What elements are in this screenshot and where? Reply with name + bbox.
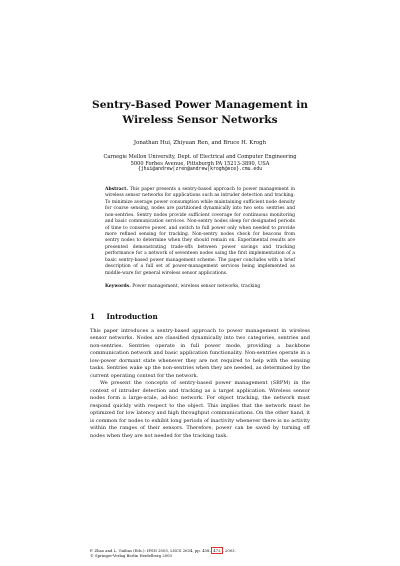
abstract-text: This paper presents a sentry-based approach to power management in wireless sensor networks for applications such as intruder detection and tracking. To minimize average power consumption while maintaining sufficient node density for coarse sensing, nodes are partitioned dynamically into two sets: sentries and non-sentries. Sentry nodes provide sufficient coverage for continuous monitoring and basic communication services. Non-sentry nodes sleep for designated periods of time to conserve power, and switch to full power only when needed to provide more refined sensing for tracking. Non-sentry nodes check for beacons from sentry nodes to determine when they should remain on. Experimental results are presented demonstrating trade-offs between power savings and tracking performance for a network of seventeen nodes using the first implementation of a basic sentry-based power management scheme. The paper concludes with a brief description of a full set of power-management services being implemented as middle-ware for general wireless sensor applications. [105,186,295,276]
abstract [105,187,295,277]
paper-title: Sentry-Based Power Management in Wireless Sensor Networks [92,99,308,126]
affiliation-institution: Carnegie Mellon University, Dept. of Electrical and Computer Engineering [103,154,297,160]
citation-text: F. Zhao and L. Guibas (Eds.): IPSN 2003, LNCS 2634, pp. 458– [90,548,212,553]
keywords-text: Power management, wireless sensor networks, tracking [132,284,261,290]
affiliation-address: 5000 Forbes Avenue, Pittsburgh PA 15213-3890, USA [130,160,270,167]
page-footer [90,548,310,558]
keywords [105,284,295,290]
citation-year: , 2003. [222,548,236,553]
section-heading [90,312,310,322]
page-link[interactable]: 472 [213,548,221,553]
section-body [90,328,310,441]
section-title: Introduction [106,311,158,321]
affiliation [90,154,310,174]
paragraph: This paper introduces a sentry-based approach to power management in wireless sensor networks. Nodes are classified dynamically into two categories, sentries and non-sentries. Sentries operate in full power mode, providing a backbone communication network and basic application functionality. Non-sentries operate in a low-power dormant state whenever they are not required to help with the sensing tasks. Sentries wake up the non-sentries when they are needed, as determined by the current operating context for the network. [90,327,310,379]
paragraph: We present the concepts of sentry-based power management (SBPM) in the context of intruder detection and tracking as a target application. Wireless sensor nodes form a large-scale, ad-hoc network. For object tracking, the network must respond quickly with respect to the object. This implies that the network must be optimized for low latency and high throughput communications. On the other hand, it is common for nodes to exhibit long periods of inactivity whenever there is no activity within the ranges of their sensors. Therefore, power can be saved by turning off nodes when they are not needed for the tracking task. [90,380,310,439]
keywords-label: Keywords. [105,284,131,290]
author-emails: {jhui@andrew|zren@andrew|krogh@ece}.cmu.edu [137,167,263,173]
section-number: 1 [90,311,96,321]
copyright-line: © Springer-Verlag Berlin Heidelberg 2003 [90,553,172,558]
author-list: Jonathan Hui, Zhiyuan Ren, and Bruce H. Krogh [133,140,267,146]
abstract-label: Abstract. [105,186,128,192]
